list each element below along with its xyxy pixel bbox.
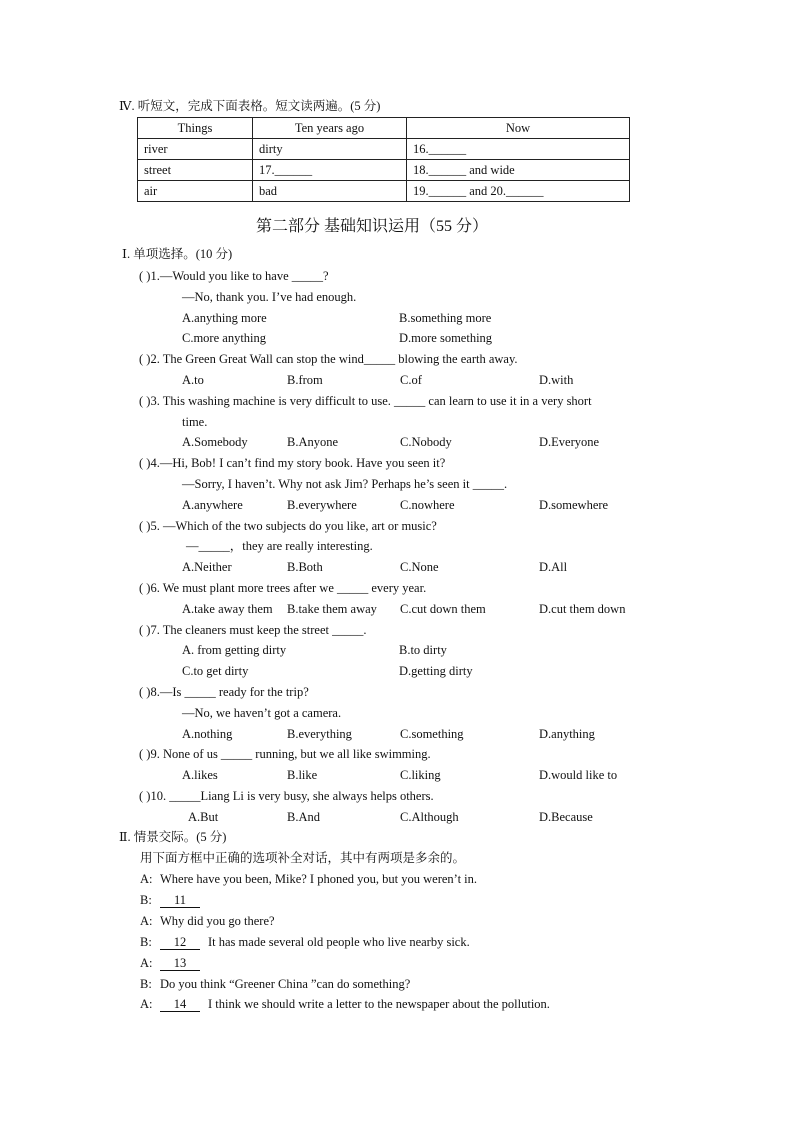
answer-option[interactable]: A.to: [182, 373, 204, 387]
dialogue-line: [140, 913, 275, 929]
dialogue-line: [140, 996, 550, 1012]
answer-option[interactable]: D.more something: [399, 331, 493, 346]
speaker-label: B:: [140, 934, 152, 949]
table-header-row: [138, 118, 630, 139]
table-cell: 16.______: [407, 139, 630, 160]
question-stem: ( )1.—Would you like to have _____?: [139, 269, 329, 283]
answer-option[interactable]: C.to get dirty: [182, 664, 249, 679]
answer-option[interactable]: B.from: [287, 373, 323, 387]
question-stem: ( )9. None of us _____ running, but we all like swimming.: [139, 747, 431, 762]
answer-option[interactable]: C.more anything: [182, 331, 267, 346]
answer-option[interactable]: C.None: [400, 560, 439, 575]
answer-option[interactable]: C.something: [400, 726, 464, 741]
answer-option[interactable]: C.Although: [400, 809, 459, 824]
answer-option[interactable]: D.somewhere: [539, 497, 609, 512]
dialogue-line: [140, 976, 410, 992]
listening-table: [137, 117, 630, 202]
answer-option[interactable]: C.of: [400, 373, 422, 387]
table-cell: river: [138, 139, 253, 160]
table-row: [138, 160, 630, 181]
table-header: Now: [407, 118, 630, 139]
answer-option[interactable]: A.nothing: [182, 726, 233, 741]
answer-option[interactable]: B.Both: [287, 560, 323, 575]
dialogue-text: Why did you go there?: [160, 913, 275, 928]
answer-option[interactable]: B.something more: [399, 310, 492, 325]
answer-option[interactable]: A.anywhere: [182, 497, 243, 512]
answer-option[interactable]: C.cut down them: [400, 601, 486, 616]
dialogue-text: It has made several old people who live nearby sick.: [208, 934, 470, 949]
answer-blank[interactable]: 14: [160, 997, 200, 1012]
answer-option[interactable]: B.like: [287, 768, 318, 783]
dialogue-text: Where have you been, Mike? I phoned you, but you weren’t in.: [160, 872, 478, 886]
speaker-label: A:: [140, 913, 153, 928]
answer-option[interactable]: D.would like to: [539, 768, 618, 783]
dialogue-text: I think we should write a letter to the newspaper about the pollution.: [208, 997, 550, 1012]
answer-option[interactable]: A.Neither: [182, 560, 232, 575]
question-continuation: —No, thank you. I’ve had enough.: [182, 289, 357, 304]
question-continuation: —Sorry, I haven’t. Why not ask Jim? Perhaps he’s seen it _____.: [182, 477, 508, 491]
answer-option[interactable]: D.All: [539, 560, 568, 575]
answer-option[interactable]: D.Because: [539, 809, 593, 824]
answer-option[interactable]: D.with: [539, 373, 574, 387]
answer-blank[interactable]: 12: [160, 935, 200, 950]
answer-option[interactable]: A. from getting dirty: [182, 643, 287, 658]
dialogue-line: [140, 871, 477, 887]
question-stem: ( )3. This washing machine is very difficult to use. _____ can learn to use it in a very short: [139, 393, 592, 408]
answer-option[interactable]: B.everything: [287, 726, 352, 741]
table-cell: street: [138, 160, 253, 181]
speaker-label: A:: [140, 955, 153, 970]
speaker-label: A:: [140, 997, 153, 1012]
part-2-title: 第二部分 基础知识运用（55 分）: [256, 218, 489, 235]
answer-option[interactable]: B.everywhere: [287, 497, 357, 512]
table-cell: 19.______ and 20.______: [407, 181, 630, 202]
table-cell: 18.______ and wide: [407, 160, 630, 181]
answer-option[interactable]: A.likes: [182, 768, 218, 783]
table-row: [138, 181, 630, 202]
speaker-label: B:: [140, 892, 152, 907]
dialogue-line: [140, 934, 470, 950]
section-1-heading: Ⅰ. 单项选择。(10 分): [122, 247, 233, 261]
answer-option[interactable]: D.getting dirty: [399, 664, 473, 679]
question-stem: ( )4.—Hi, Bob! I can’t find my story book. Have you seen it?: [139, 456, 446, 471]
answer-blank[interactable]: 13: [160, 956, 200, 971]
answer-option[interactable]: A.But: [188, 809, 219, 824]
answer-option[interactable]: A.take away them: [182, 601, 273, 616]
speaker-label: A:: [140, 872, 153, 886]
table-header: Ten years ago: [253, 118, 407, 139]
question-stem: ( )5. —Which of the two subjects do you like, art or music?: [139, 518, 437, 533]
question-continuation: —_____，they are really interesting.: [186, 539, 373, 554]
answer-option[interactable]: A.anything more: [182, 310, 267, 325]
dialogue-line: [140, 955, 208, 971]
answer-option[interactable]: B.And: [287, 809, 320, 824]
speaker-label: B:: [140, 976, 152, 991]
answer-option[interactable]: A.Somebody: [182, 435, 248, 450]
section-4-heading: Ⅳ. 听短文，完成下面表格。短文读两遍。(5 分): [119, 99, 381, 113]
answer-option[interactable]: C.liking: [400, 768, 441, 783]
table-cell: bad: [253, 181, 407, 202]
answer-option[interactable]: D.anything: [539, 726, 595, 741]
question-stem: ( )2. The Green Great Wall can stop the wind_____ blowing the earth away.: [139, 352, 518, 367]
dialogue-text: Do you think “Greener China ”can do something?: [160, 976, 411, 991]
table-header: Things: [138, 118, 253, 139]
table-cell: dirty: [253, 139, 407, 160]
section-2-heading: Ⅱ. 情景交际。(5 分): [119, 830, 227, 844]
answer-option[interactable]: C.nowhere: [400, 497, 455, 512]
question-stem: ( )7. The cleaners must keep the street _____.: [139, 622, 367, 637]
answer-option[interactable]: D.Everyone: [539, 435, 600, 450]
question-stem: ( )10. _____Liang Li is very busy, she always helps others.: [139, 789, 434, 803]
question-continuation: time.: [182, 414, 208, 429]
table-cell: air: [138, 181, 253, 202]
dialogue-line: [140, 892, 208, 908]
answer-option[interactable]: B.to dirty: [399, 643, 447, 658]
question-stem: ( )8.—Is _____ ready for the trip?: [139, 685, 309, 699]
section-2-instruction: 用下面方框中正确的选项补全对话，其中有两项是多余的。: [140, 851, 466, 865]
answer-option[interactable]: B.take them away: [287, 601, 377, 616]
table-row: [138, 139, 630, 160]
question-continuation: —No, we haven’t got a camera.: [182, 705, 342, 720]
answer-option[interactable]: B.Anyone: [287, 435, 339, 450]
table-cell: 17.______: [253, 160, 407, 181]
question-stem: ( )6. We must plant more trees after we _____ every year.: [139, 581, 427, 595]
answer-blank[interactable]: 11: [160, 893, 200, 908]
answer-option[interactable]: D.cut them down: [539, 601, 626, 616]
answer-option[interactable]: C.Nobody: [400, 435, 452, 450]
